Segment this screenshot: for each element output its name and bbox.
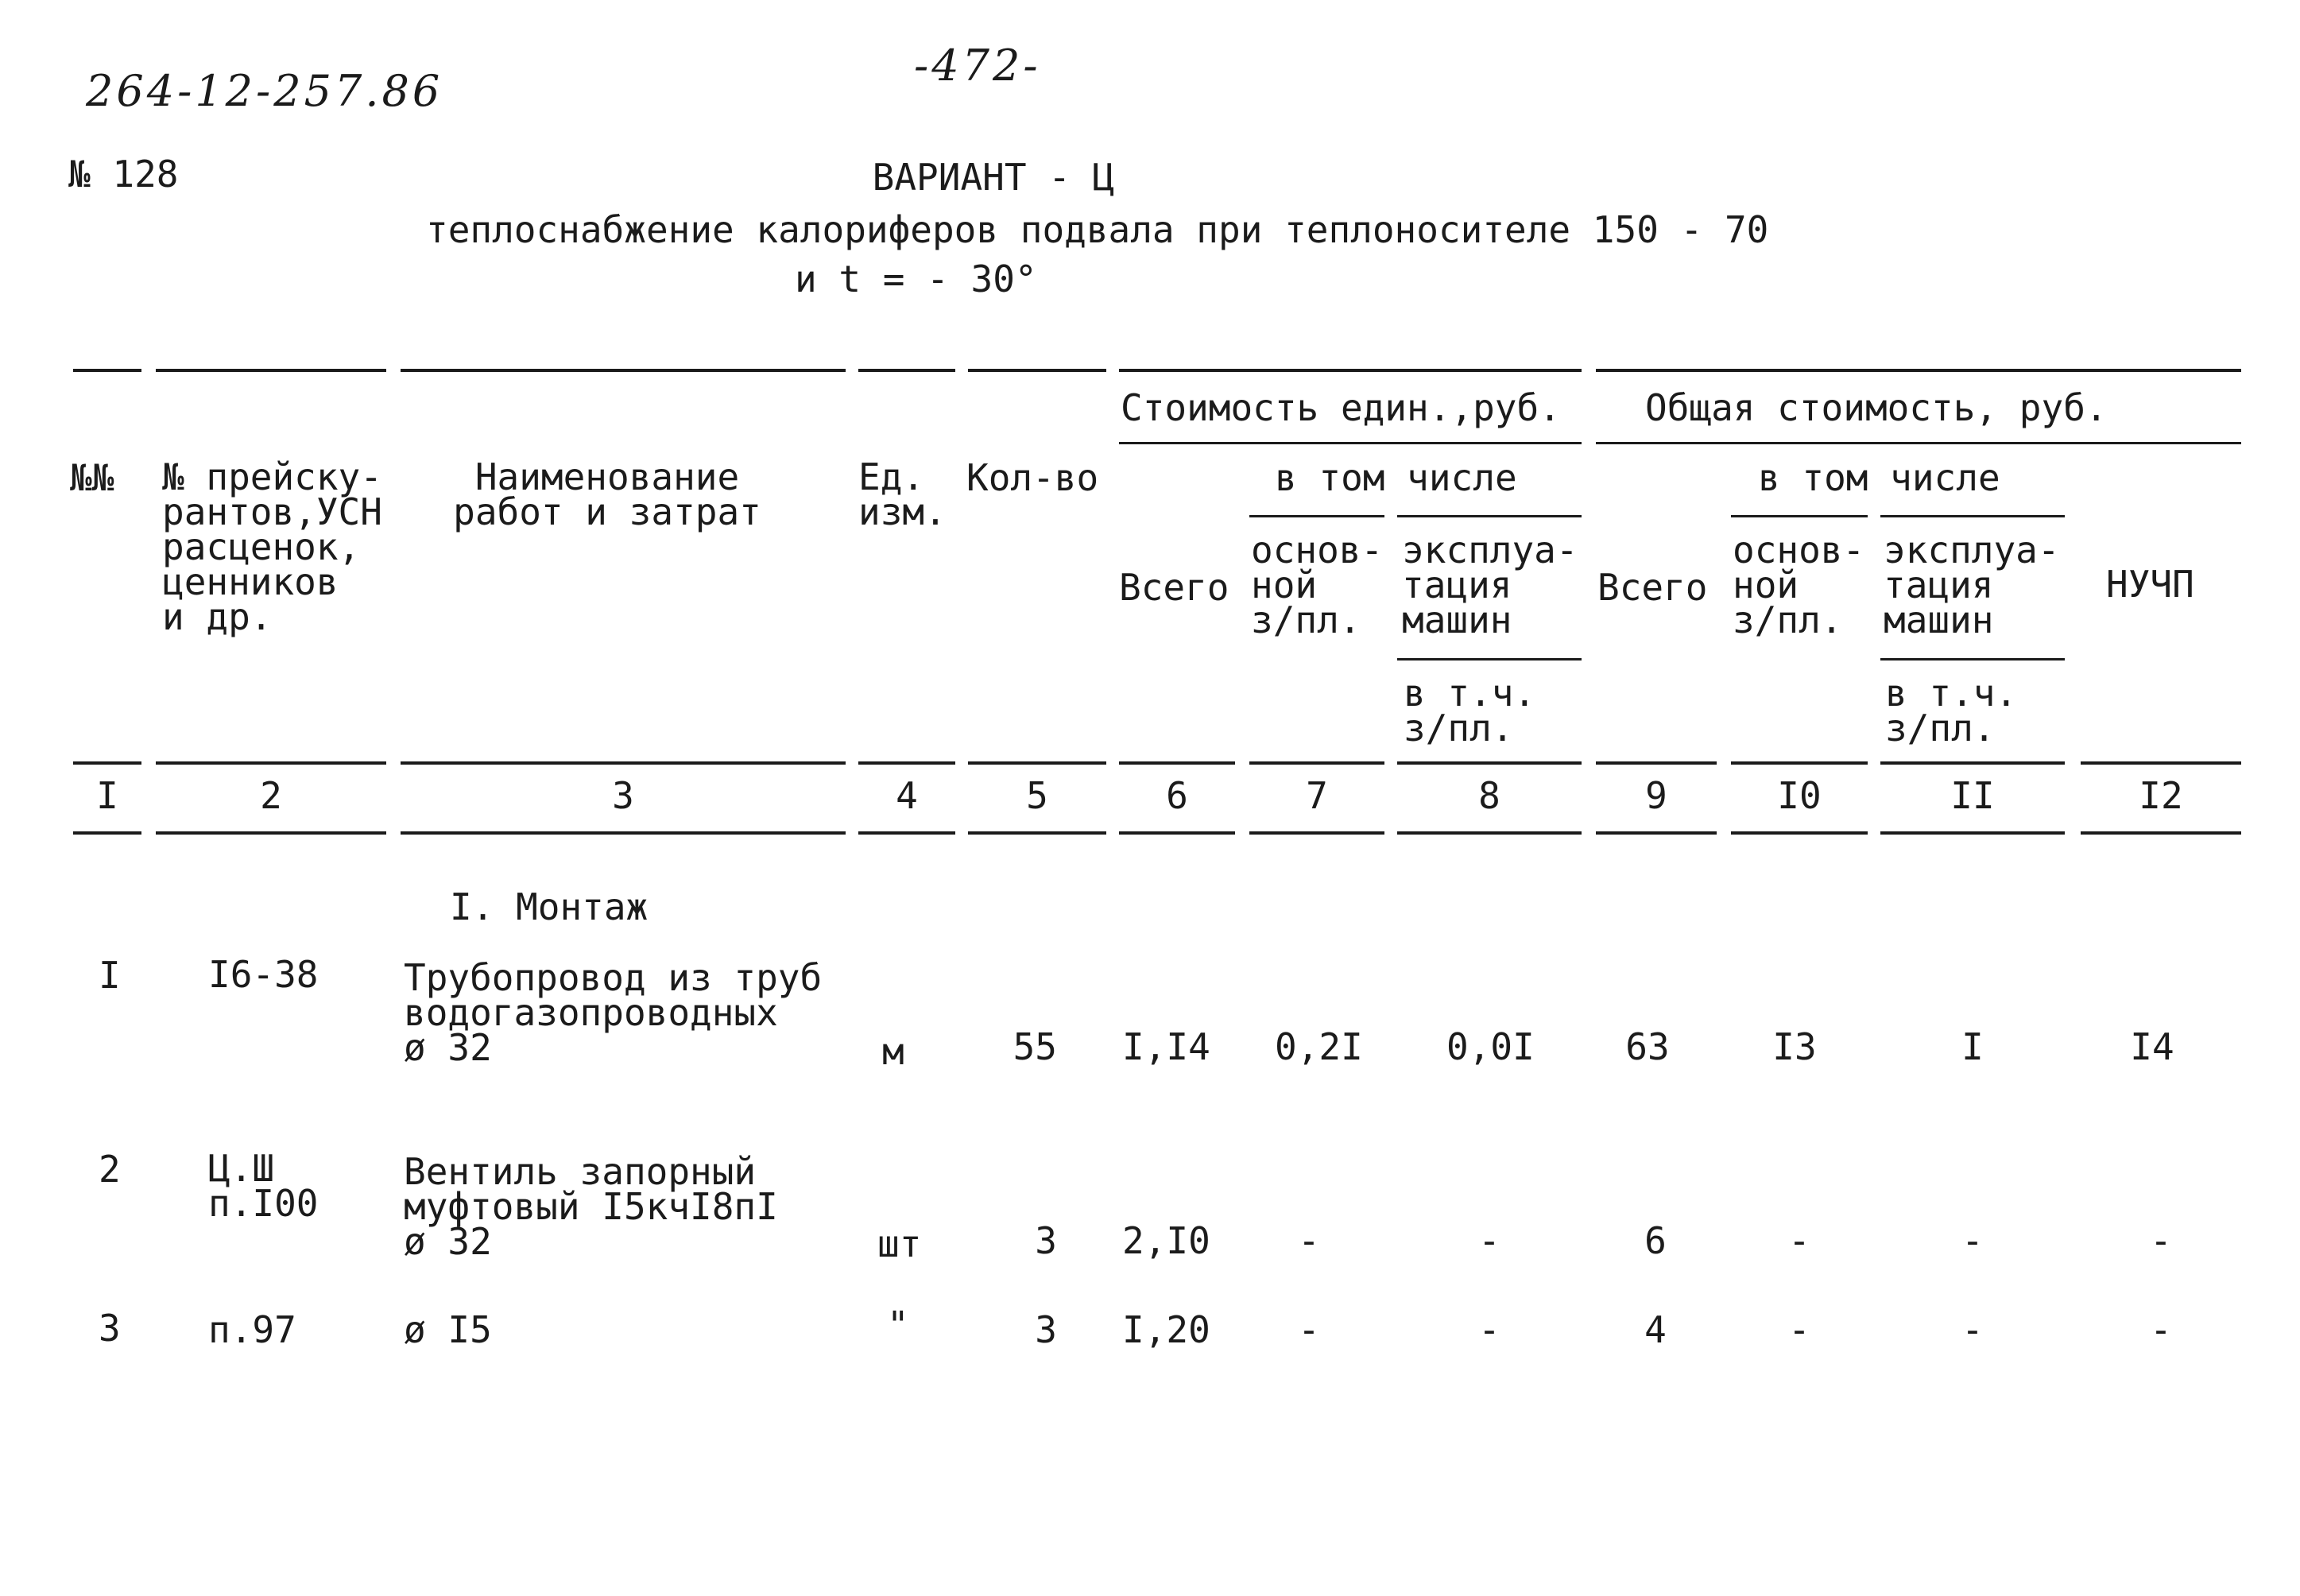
header-col12-nuchi: НУЧП: [2106, 563, 2194, 606]
row-quantity: 3: [1035, 1219, 1057, 1262]
row-unit-machine: -: [1478, 1308, 1500, 1351]
header-incl-unit: в том числе: [1275, 456, 1517, 499]
col-number: 7: [1306, 774, 1328, 817]
row-work-name: Трубопровод из труб водогазопроводных ø 32: [404, 956, 823, 1069]
row-number: 3: [99, 1307, 121, 1350]
col-number: 2: [260, 774, 282, 817]
row-total-base-pay: -: [1788, 1219, 1810, 1262]
row-total: 6: [1644, 1219, 1667, 1262]
sheet-label: № 128: [68, 153, 179, 196]
row-nuchi: -: [2150, 1308, 2172, 1351]
page-number: -472-: [914, 41, 1041, 91]
row-work-name: Вентиль запорный муфтовый I5кчI8пI ø 32: [404, 1150, 778, 1263]
header-col1-number: №№: [70, 456, 114, 499]
header-total-cost-group: Общая стоимость, руб.: [1645, 386, 2108, 429]
row-total-machine: -: [1961, 1308, 1984, 1351]
header-col5-quantity: Кол-во: [966, 456, 1099, 499]
header-col3-work-name: Наименование работ и затрат: [453, 455, 761, 533]
row-total-base-pay: I3: [1772, 1025, 1817, 1068]
col-number: I2: [2139, 774, 2183, 817]
header-col4-unit: Ед. изм.: [858, 455, 947, 533]
row-unit-base-pay: -: [1298, 1308, 1320, 1351]
variant-title: ВАРИАНТ - Ц: [872, 156, 1115, 199]
col-number: I0: [1777, 774, 1822, 817]
row-unit-base-pay: 0,2I: [1275, 1025, 1363, 1068]
row-price-code: I6-38: [208, 953, 319, 996]
row-unit: ": [887, 1304, 909, 1346]
col-number: II: [1950, 774, 1995, 817]
row-unit: шт: [877, 1222, 922, 1265]
header-col8-incl-pay: в т.ч. з/пл.: [1404, 672, 1536, 750]
row-nuchi: I4: [2130, 1025, 2174, 1068]
row-unit-machine: 0,0I: [1446, 1025, 1535, 1068]
header-col9-total: Всего: [1597, 566, 1708, 609]
row-unit-total: I,20: [1122, 1308, 1210, 1351]
row-unit-total: I,I4: [1122, 1025, 1210, 1068]
header-col2-price-ref: № прейску- рантов,УСН расценок, ценников и др.: [162, 455, 382, 638]
header-col8-machine: эксплуа- тация машин: [1402, 529, 1578, 641]
header-col11-machine: эксплуа- тация машин: [1884, 529, 2060, 641]
header-col6-total: Всего: [1119, 566, 1229, 609]
section-title: I. Монтаж: [450, 885, 649, 928]
col-number: 9: [1645, 774, 1667, 817]
col-number: I: [96, 774, 118, 817]
row-price-code: п.97: [208, 1308, 296, 1351]
header-col7-base-pay: основ- ной з/пл.: [1251, 529, 1384, 641]
header-col11-incl-pay: в т.ч. з/пл.: [1885, 672, 2018, 750]
col-number: 3: [612, 774, 634, 817]
row-quantity: 55: [1013, 1025, 1057, 1068]
row-quantity: 3: [1035, 1308, 1057, 1351]
document-code: 264-12-257.86: [86, 66, 443, 116]
subtitle-line-1: теплоснабжение калориферов подвала при теплоносителе 150 - 70: [426, 208, 1769, 251]
row-total-base-pay: -: [1788, 1308, 1810, 1351]
subtitle-line-2: и t = - 30°: [795, 258, 1037, 300]
row-total: 4: [1644, 1308, 1667, 1351]
row-unit-base-pay: -: [1298, 1219, 1320, 1262]
col-number: 5: [1026, 774, 1048, 817]
header-unit-cost-group: Стоимость един.,руб.: [1121, 386, 1561, 429]
row-unit-machine: -: [1478, 1219, 1500, 1262]
row-number: I: [99, 954, 121, 997]
row-number: 2: [99, 1148, 121, 1191]
row-nuchi: -: [2150, 1219, 2172, 1262]
header-col10-base-pay: основ- ной з/пл.: [1733, 529, 1865, 641]
col-number: 6: [1166, 774, 1188, 817]
row-total: 63: [1625, 1025, 1670, 1068]
row-total-machine: -: [1961, 1219, 1984, 1262]
row-total-machine: I: [1961, 1025, 1984, 1068]
row-price-code: Ц.Ш п.I00: [208, 1147, 319, 1225]
row-unit: м: [882, 1030, 904, 1073]
col-number: 4: [896, 774, 918, 817]
row-unit-total: 2,I0: [1122, 1219, 1210, 1262]
row-work-name: ø I5: [404, 1308, 492, 1351]
header-incl-total: в том числе: [1758, 456, 2000, 499]
col-number: 8: [1478, 774, 1500, 817]
